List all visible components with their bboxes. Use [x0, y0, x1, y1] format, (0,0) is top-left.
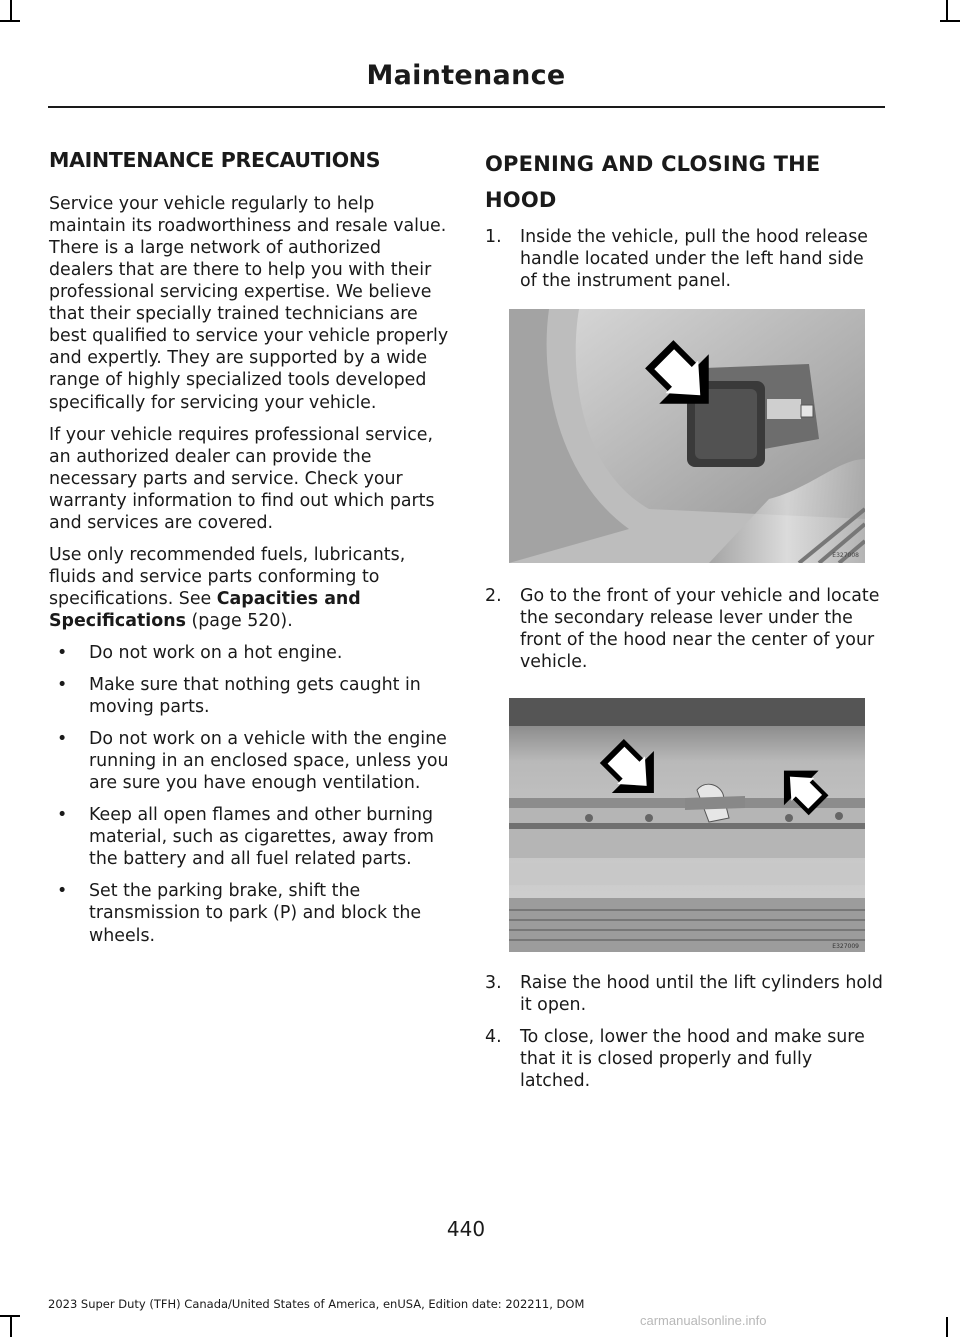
paragraph-with-reference: Use only recommended fuels, lubricants, fluids and service parts conforming to specifications. See Capacities and Specifications (page 520).: [49, 545, 406, 632]
paragraph: Service your vehicle regularly to help maintain its roadworthiness and resale value. There is a large network of authorized dealers that are there to help you with their professional servicing expertise. We believe that their specially trained technicians are best qualified to service your vehicle properly and expertly. They are supported by a wide range of highly specialized tools developed specifically for servicing your vehicle.: [49, 193, 449, 413]
section-heading-maintenance-precautions: MAINTENANCE PRECAUTIONS: [49, 148, 381, 172]
step-item: 1. Inside the vehicle, pull the hood release handle located under the left hand side of the instrument panel.: [485, 227, 868, 292]
hood-release-handle-figure: [509, 309, 865, 563]
hood-steps-list: [485, 226, 885, 292]
footer-edition: 2023 Super Duty (TFH) Canada/United States of America, enUSA, Edition date: 202211, DOM: [48, 1297, 585, 1311]
crop-mark: [940, 20, 960, 22]
step-item: 3. Raise the hood until the lift cylinders hold it open.: [485, 972, 883, 1015]
crop-mark: [10, 0, 12, 20]
header-rule: [48, 106, 885, 108]
paragraph: If your vehicle requires professional service, an authorized dealer can provide the necessary parts and service. Check your warranty information to find out which parts and services are covered.: [49, 424, 435, 534]
right-column: [485, 146, 885, 1092]
svg-text:E327009: E327009: [832, 942, 859, 950]
precautions-list: [49, 642, 449, 947]
crop-mark: [10, 1317, 12, 1337]
section-heading-opening-closing-hood: OPENING AND CLOSING THE HOOD: [485, 152, 821, 213]
list-item: • Make sure that nothing gets caught in moving parts.: [57, 674, 421, 717]
list-item: • Do not work on a vehicle with the engine running in an enclosed space, unless you are sure you have enough ventilation.: [57, 728, 449, 793]
list-item: • Set the parking brake, shift the transmission to park (P) and block the wheels.: [57, 881, 422, 946]
hood-release-handle-illustration: [509, 309, 865, 563]
crop-mark: [946, 0, 948, 20]
capacities-and-specifications-link[interactable]: Capacities and Specifications: [49, 589, 361, 632]
page-number: 440: [446, 1217, 486, 1241]
list-item: • Keep all open flames and other burning material, such as cigarettes, away from the battery and all fuel related parts.: [57, 805, 434, 870]
step-item: 2. Go to the front of your vehicle and locate the secondary release lever under the front of the hood near the center of your vehicle.: [485, 585, 880, 672]
crop-mark: [0, 20, 20, 22]
crop-mark: [0, 1315, 20, 1317]
page-header-title: Maintenance: [366, 60, 566, 91]
svg-text:E327008: E327008: [832, 551, 859, 559]
hood-steps-list: [485, 585, 885, 673]
crop-mark: [946, 1317, 948, 1337]
step-item: 4. To close, lower the hood and make sure that it is closed properly and fully latched.: [485, 1027, 865, 1092]
secondary-release-lever-figure: [509, 698, 865, 952]
secondary-release-lever-illustration: [509, 698, 865, 952]
watermark: carmanualsonline.info: [640, 1313, 767, 1328]
left-column: [49, 146, 449, 957]
list-item: • Do not work on a hot engine.: [57, 642, 343, 663]
hood-steps-list: [485, 972, 885, 1092]
